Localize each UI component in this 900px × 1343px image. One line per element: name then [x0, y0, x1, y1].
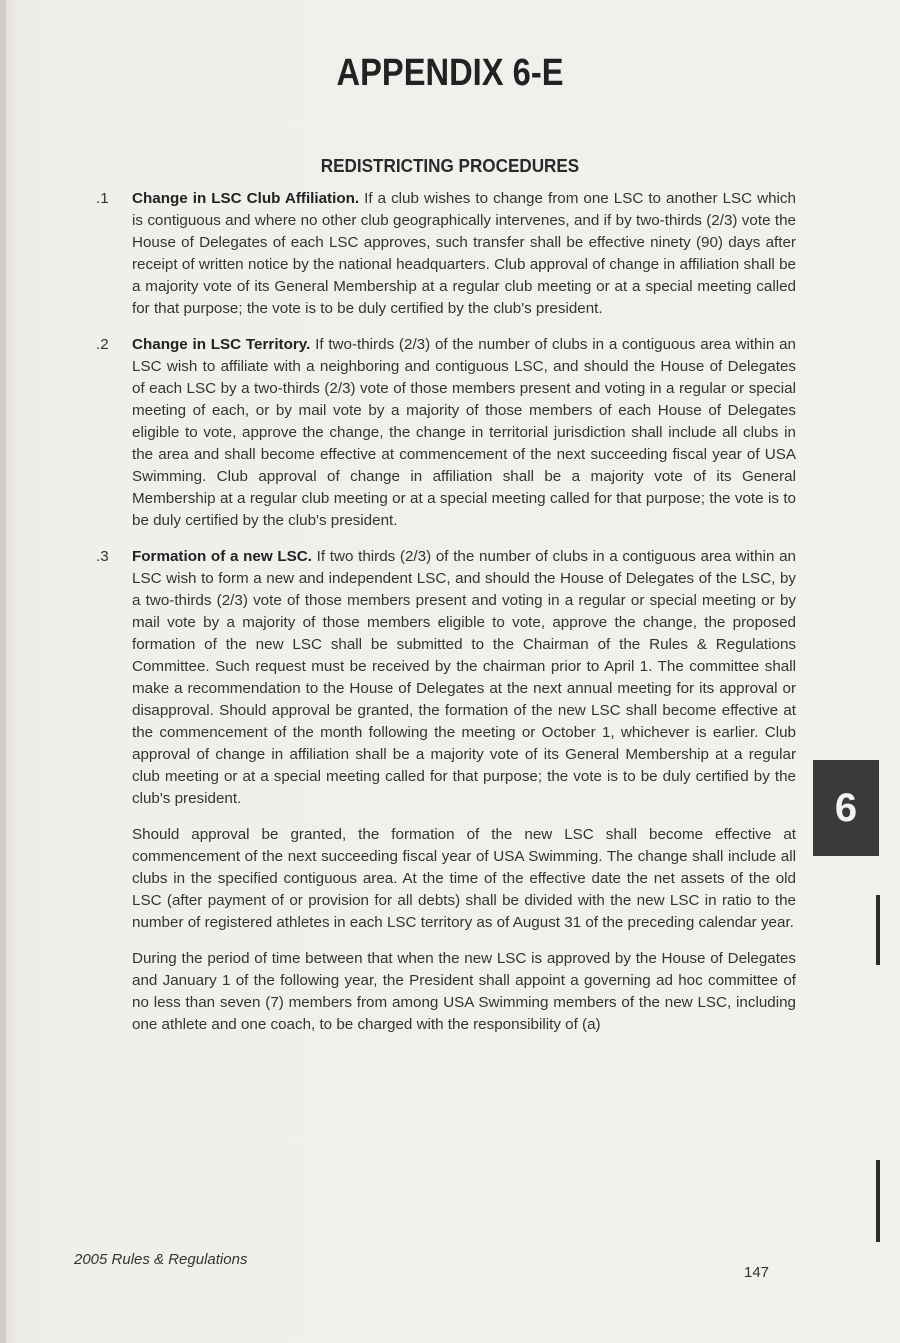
chapter-tab: 6: [813, 760, 879, 856]
edge-mark: [876, 895, 880, 965]
section-2: [96, 334, 796, 532]
section-text: If a club wishes to change from one LSC to another LSC which is contiguous and where no other club geographically intervenes, and if by two-thirds (2/3) vote the House of Delegates of each LSC approves, such transfer shall be effective ninety (90) days after receipt of written notice by the national headquarters. Club approval of change in affiliation shall be a majority vote of its General Membership at a regular club meeting or at a special meeting called for that purpose; the vote is to be duly certified by the club's president.: [132, 190, 796, 317]
binding-edge: [0, 0, 6, 1343]
body-text: [96, 188, 796, 1050]
section-number: .2: [96, 336, 109, 353]
section-text: If two thirds (2/3) of the number of clubs in a contiguous area within an LSC wish to form a new and independent LSC, and should the House of Delegates of the LSC, by a two-thirds (2/3) vote of those members present and voting in a regular or special meeting or by mail vote by a majority of those members eligible to vote, approve the change, the proposed formation of the new LSC shall be submitted to the Chairman of the Rules & Regulations Committee. Such request must be received by the chairman prior to April 1. The committee shall make a recommendation to the House of Delegates at the next annual meeting for its approval or disapproval. Should approval be granted, the formation of the new LSC shall become effective at the commencement of the month following the meeting or October 1, whichever is earlier. Club approval of change in affiliation shall be a majority vote of its General Membership at a regular club meeting or at a special meeting called for that purpose; the vote is to be duly certified by the club's president.: [132, 548, 796, 807]
section-number: .1: [96, 190, 109, 207]
paragraph: Should approval be granted, the formation of the new LSC shall become effective at commencement of the next succeeding fiscal year of USA Swimming. The change shall include all clubs in the specified contiguous area. At the time of the effective date the net assets of the old LSC (after payment of or provision for all debts) shall be divided with the new LSC in ratio to the number of registered athletes in each LSC territory as of August 31 of the preceding calendar year.: [132, 826, 796, 931]
section-heading: Change in LSC Club Affiliation.: [132, 190, 360, 207]
paragraph: During the period of time between that when the new LSC is approved by the House of Delegates and January 1 of the following year, the President shall appoint a governing ad hoc committee of no less than seven (7) members from among USA Swimming members of the new LSC, including one athlete and one coach, to be charged with the responsibility of (a): [132, 950, 796, 1033]
section-number: .3: [96, 548, 109, 565]
section-subtitle: REDISTRICTING PROCEDURES: [320, 156, 580, 176]
section-heading: Formation of a new LSC.: [132, 548, 312, 565]
section-3: [96, 546, 796, 810]
section-text: If two-thirds (2/3) of the number of clubs in a contiguous area within an LSC wish to affiliate with a neighboring and contiguous LSC, and should the House of Delegates of each LSC by a two-thirds (2/3) vote of those members present and voting in a regular or special meeting of each, or by mail vote by a majority of those members of each House of Delegates eligible to vote, approve the change, the change in territorial jurisdiction shall include all clubs in the area and shall become effective at commencement of the next succeeding fiscal year of USA Swimming. Club approval of change in affiliation shall be a majority vote of its General Membership at a regular club meeting or at a special meeting called for that purpose; the vote is to be duly certified by the club's president.: [132, 336, 796, 529]
section-1: [96, 188, 796, 320]
page-title: APPENDIX 6-E: [336, 52, 564, 94]
section-heading: Change in LSC Territory.: [132, 336, 311, 353]
edge-mark: [876, 1160, 880, 1242]
footer-publication-title: 2005 Rules & Regulations: [74, 1251, 248, 1268]
page-number: 147: [744, 1264, 770, 1281]
